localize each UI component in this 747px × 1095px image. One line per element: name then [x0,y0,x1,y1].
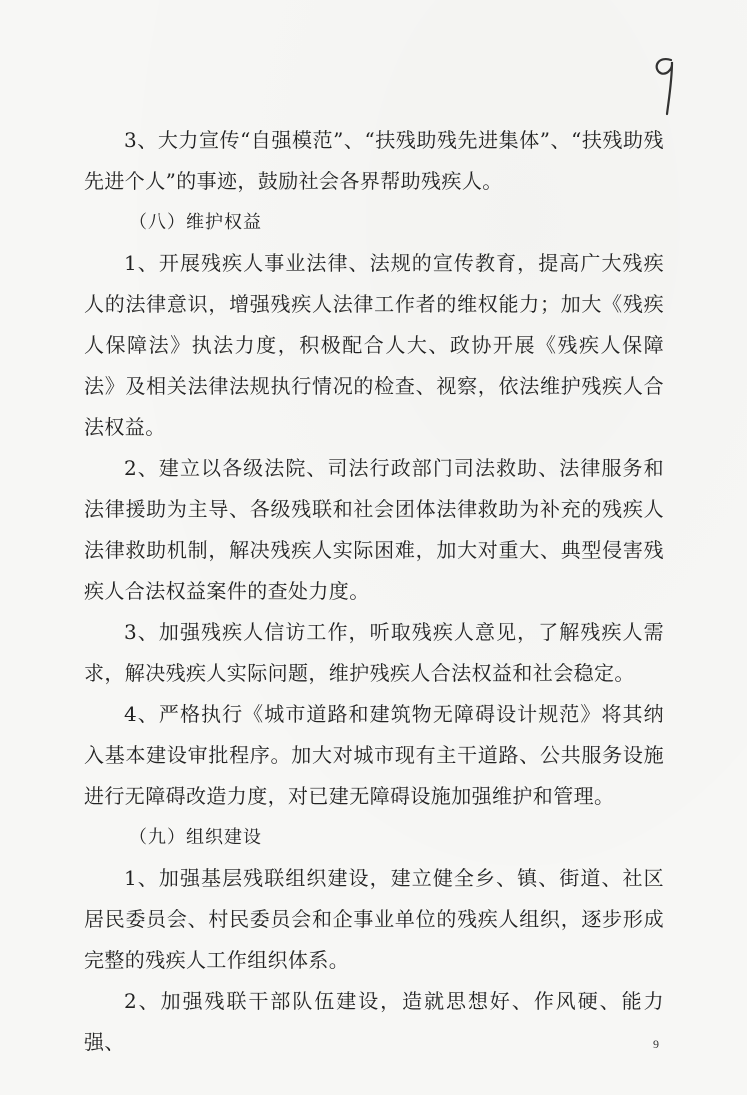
paragraph-publicity: 3、大力宣传“自强模范”、“扶残助残先进集体”、“扶残助残先进个人”的事迹，鼓励社会各界帮助残疾人。 [84,128,664,193]
paragraph-grassroots: 1、加强基层残联组织建设，建立健全乡、镇、街道、社区居民委员会、村民委员会和企事业单位的残疾人组织，逐步形成完整的残疾人工作组织体系。 [84,866,664,972]
paragraph-accessibility: 4、严格执行《城市道路和建筑物无障碍设计规范》将其纳入基本建设审批程序。加大对城市现有主干道路、公共服务设施进行无障碍改造力度，对已建无障碍设施加强维护和管理。 [84,702,664,808]
document-body [84,120,664,1063]
page-number: 9 [653,1037,659,1051]
section-heading-rights: （八）维护权益 [129,212,262,233]
handwritten-mark-text [685,50,686,51]
paragraph-petition: 3、加强残疾人信访工作，听取残疾人意见，了解残疾人需求，解决残疾人实际问题，维护残疾人合法权益和社会稳定。 [84,620,664,685]
paragraph-cadre: 2、加强残联干部队伍建设，造就思想好、作风硬、能力强、 [84,989,664,1054]
handwritten-nine-icon [645,50,685,120]
section-heading-organization: （九）组织建设 [129,827,262,848]
paragraph-legal-education: 1、开展残疾人事业法律、法规的宣传教育，提高广大残疾人的法律意识，增强残疾人法律工作者的维权能力；加大《残疾人保障法》执法力度，积极配合人大、政协开展《残疾人保障法》及相关法律法规执行情况的检查、视察，依法维护残疾人合法权益。 [84,251,664,439]
paragraph-legal-aid: 2、建立以各级法院、司法行政部门司法救助、法律服务和法律援助为主导、各级残联和社会团体法律救助为补充的残疾人法律救助机制，解决残疾人实际困难，加大对重大、典型侵害残疾人合法权益案件的查处力度。 [84,456,664,603]
handwritten-page-mark [645,50,685,120]
